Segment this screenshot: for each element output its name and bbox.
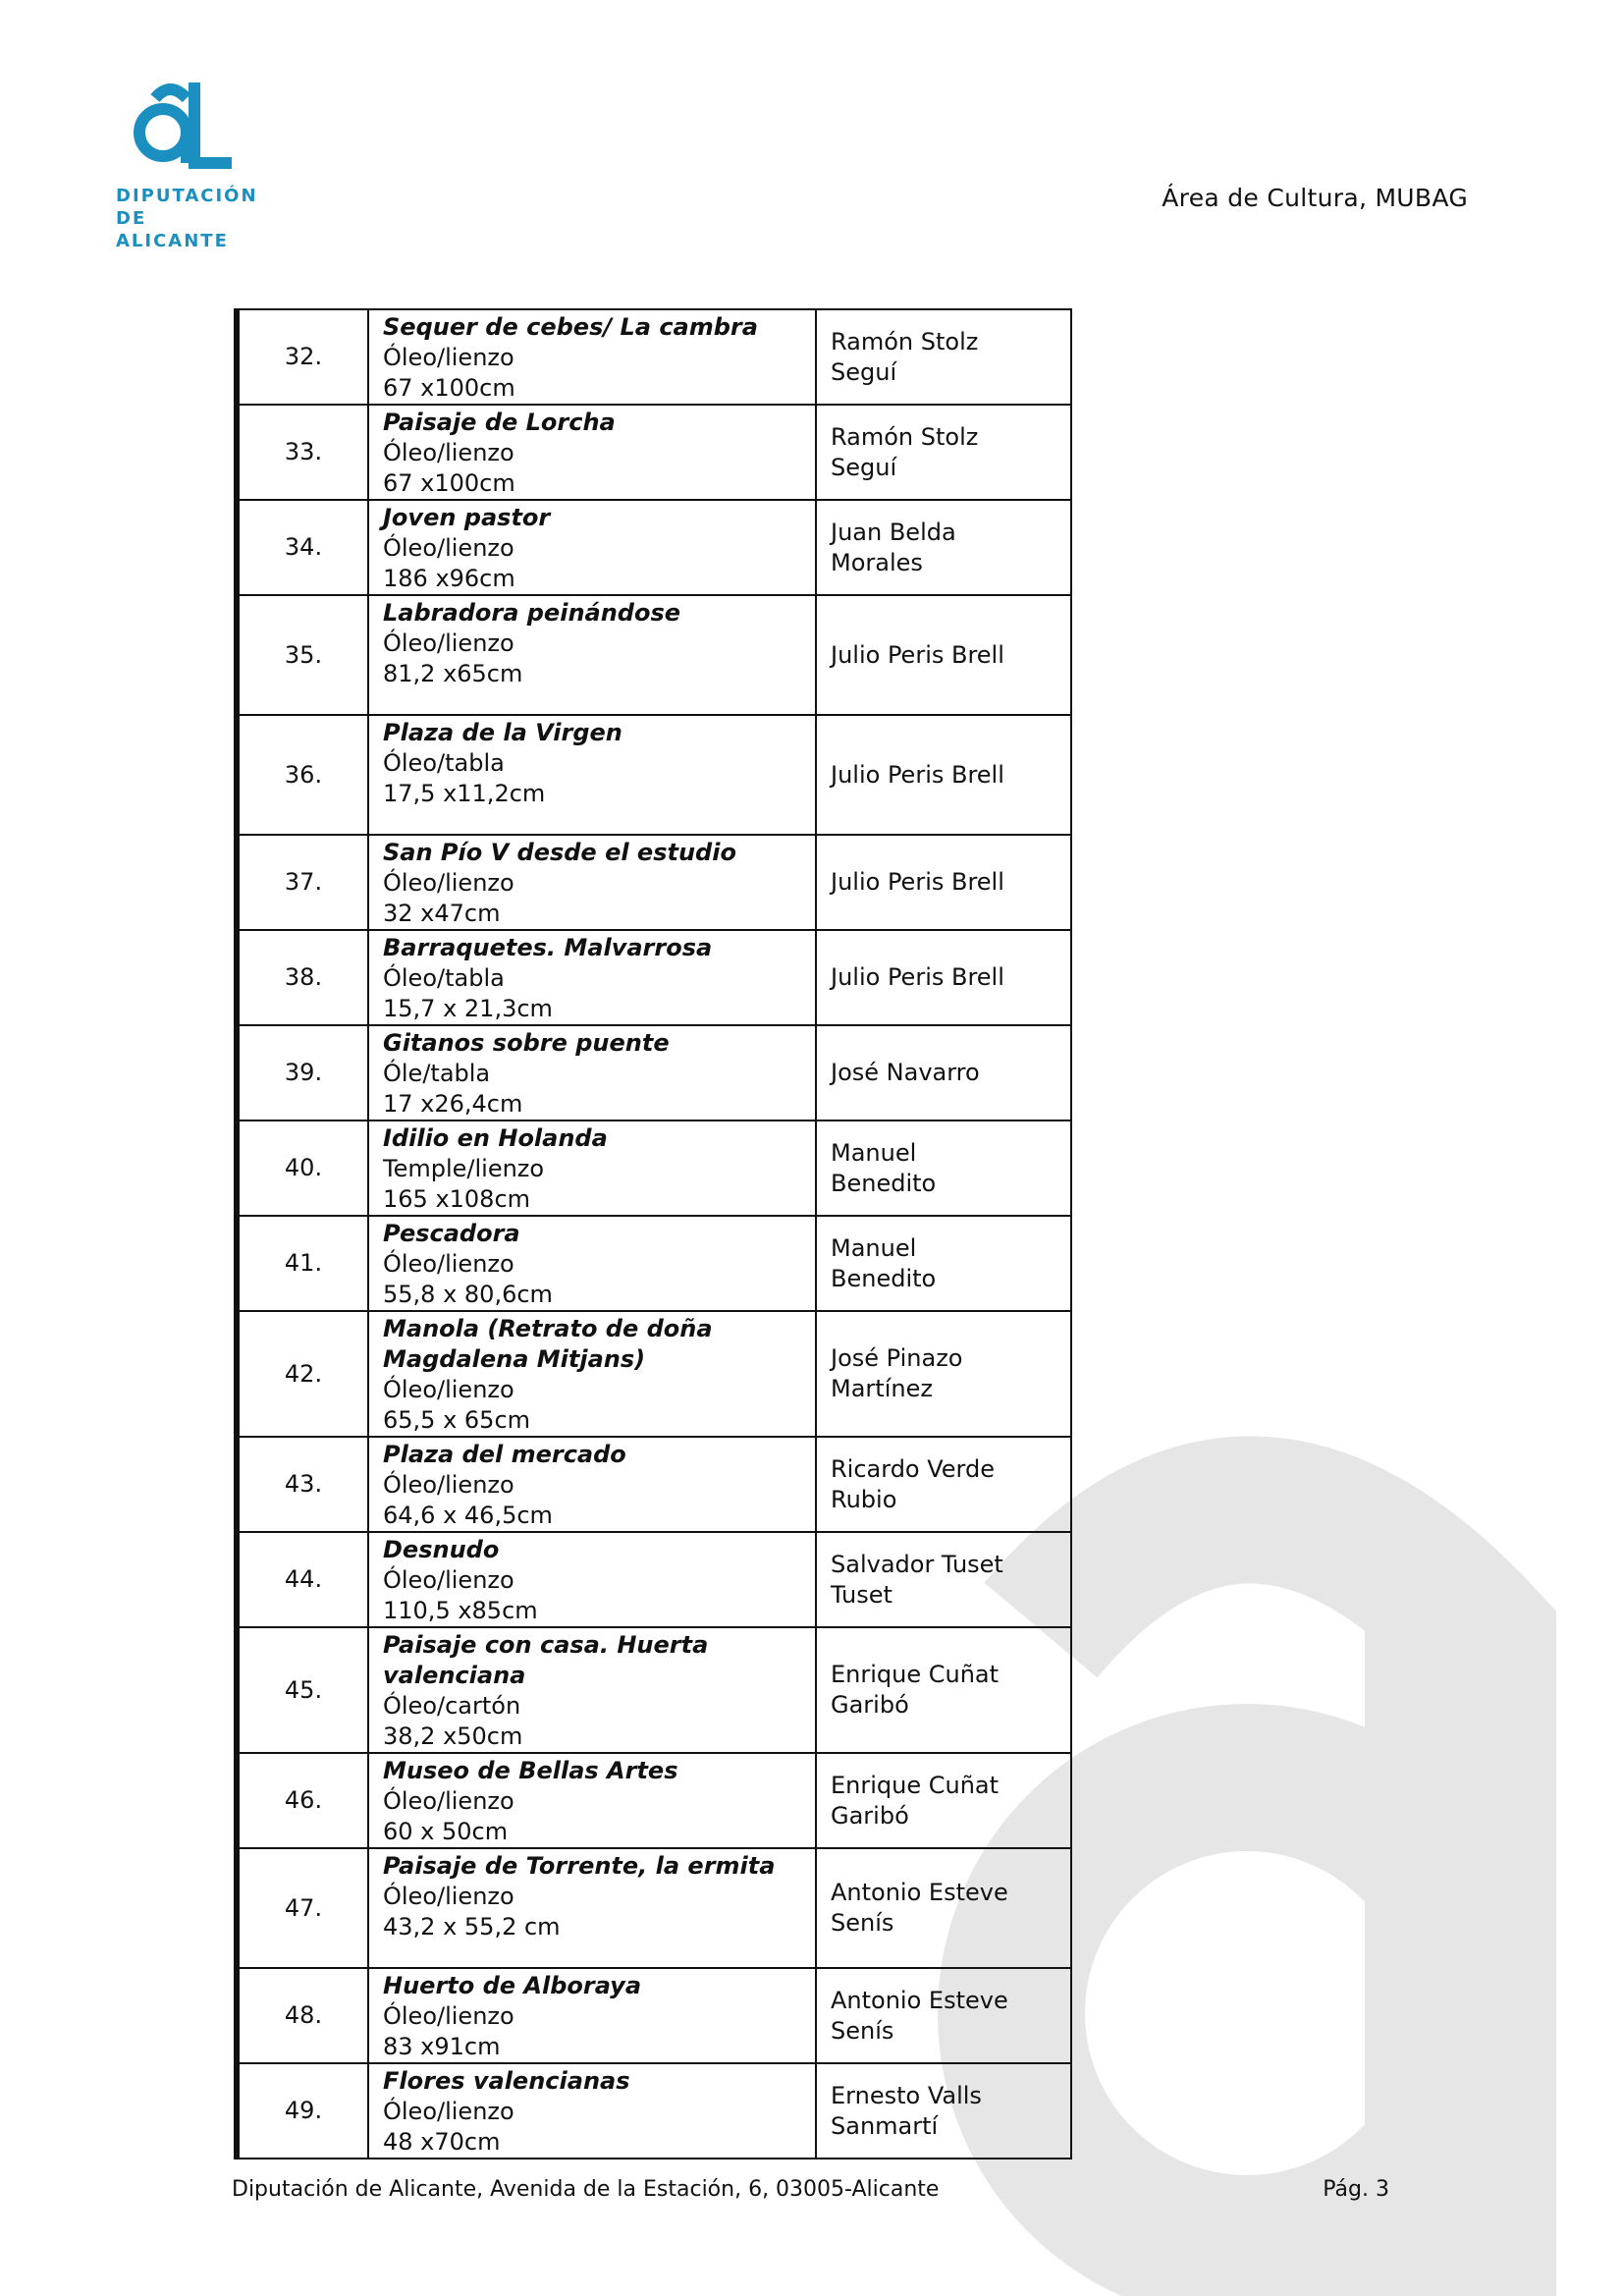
author-name: Antonio Esteve [831,1879,1008,1906]
artwork-cell [368,1025,816,1121]
author-cell [816,1121,1071,1216]
artwork-cell [368,930,816,1025]
table-row [237,835,1071,930]
table-row [237,309,1071,405]
artwork-title: Paisaje con casa. Huerta valenciana [383,1631,709,1689]
al-monogram-icon [116,79,234,177]
row-number: 37. [237,835,368,930]
author-cell [816,1532,1071,1627]
author-name: Antonio Esteve [831,1986,1008,2014]
author-cell [816,1216,1071,1311]
artwork-title: Barraquetes. Malvarrosa [383,934,713,961]
author-name: Tuset [831,1580,893,1609]
artwork-title: Desnudo [383,1536,500,1563]
author-name: Julio Peris Brell [831,760,1004,789]
artwork-title: Paisaje de Torrente, la ermita [383,1852,776,1880]
author-cell [816,835,1071,930]
row-number: 33. [237,405,368,500]
artwork-medium: Óleo/lienzo [383,1376,514,1403]
artwork-medium: Óle/tabla [383,1060,491,1087]
artwork-title: Joven pastor [383,504,551,531]
author-cell [816,1753,1071,1848]
author-cell [816,595,1071,715]
author-name: Sanmartí [831,2111,939,2140]
artwork-medium: Óleo/lienzo [383,439,514,466]
table-row [237,1311,1071,1437]
artwork-medium: Óleo/tabla [383,749,505,777]
author-name: Ramón Stolz [831,422,979,451]
author-cell [816,309,1071,405]
author-name: Salvador Tuset [831,1550,1003,1578]
artwork-cell [368,500,816,595]
artwork-cell [368,1532,816,1627]
author-name: Manuel [831,1138,917,1167]
author-name: Seguí [831,453,897,481]
artwork-size: 65,5 x 65cm [383,1406,531,1434]
artwork-size: 64,6 x 46,5cm [383,1502,553,1529]
artwork-cell [368,309,816,405]
artwork-size: 48 x70cm [383,2128,501,2156]
area-header: Área de Cultura, MUBAG [1162,184,1468,212]
row-number: 43. [237,1437,368,1532]
author-name: Ernesto Valls [831,2081,982,2109]
artwork-title: Plaza del mercado [383,1441,626,1468]
artwork-title: San Pío V desde el estudio [383,839,736,866]
logo-line-2: DE ALICANTE [116,208,229,251]
table-row [237,1216,1071,1311]
author-name: Julio Peris Brell [831,868,1004,896]
artwork-size: 43,2 x 55,2 cm [383,1913,561,1941]
author-name: Benedito [831,1264,937,1292]
artwork-size: 165 x108cm [383,1185,531,1213]
table-row [237,1627,1071,1753]
artwork-title: Manola (Retrato de doña Magdalena Mitjans) [383,1315,713,1373]
row-number: 40. [237,1121,368,1216]
author-name: Rubio [831,1485,897,1513]
author-name: Ramón Stolz [831,327,979,355]
author-cell [816,500,1071,595]
artwork-medium: Temple/lienzo [383,1155,545,1182]
artwork-size: 186 x96cm [383,565,515,592]
artwork-cell [368,1848,816,1968]
artwork-size: 17,5 x11,2cm [383,780,546,807]
author-name: Martínez [831,1375,933,1402]
artwork-medium: Óleo/lienzo [383,629,514,657]
artwork-title: Idilio en Holanda [383,1124,608,1152]
artwork-cell [368,1753,816,1848]
author-cell [816,930,1071,1025]
artwork-medium: Óleo/lienzo [383,1787,514,1815]
row-number: 38. [237,930,368,1025]
author-cell [816,2063,1071,2159]
author-name: Enrique Cuñat [831,1771,1000,1799]
artwork-medium: Óleo/lienzo [383,1471,514,1499]
artwork-size: 15,7 x 21,3cm [383,995,553,1022]
author-name: José Pinazo [831,1344,963,1372]
artwork-title: Sequer de cebes/ La cambra [383,313,758,341]
artwork-title: Plaza de la Virgen [383,719,622,746]
artwork-medium: Óleo/tabla [383,964,505,992]
artwork-cell [368,1437,816,1532]
table-row [237,930,1071,1025]
author-name: Benedito [831,1169,937,1197]
author-name: Senís [831,1909,894,1937]
artwork-size: 67 x100cm [383,469,515,497]
artwork-medium: Óleo/lienzo [383,1883,514,1910]
artwork-size: 67 x100cm [383,374,515,402]
row-number: 48. [237,1968,368,2063]
page-number: Pág. 3 [1323,2177,1389,2202]
row-number: 39. [237,1025,368,1121]
artwork-medium: Óleo/lienzo [383,1250,514,1278]
artwork-medium: Óleo/cartón [383,1692,521,1720]
author-name: Garibó [831,1691,909,1719]
artwork-cell [368,1216,816,1311]
row-number: 44. [237,1532,368,1627]
row-number: 47. [237,1848,368,1968]
author-name: Juan Belda [831,518,956,546]
row-number: 45. [237,1627,368,1753]
artwork-medium: Óleo/lienzo [383,1566,514,1594]
table-row [237,1437,1071,1532]
artwork-size: 60 x 50cm [383,1818,509,1845]
author-name: Senís [831,2016,894,2045]
artwork-title: Gitanos sobre puente [383,1029,670,1057]
row-number: 41. [237,1216,368,1311]
artwork-medium: Óleo/lienzo [383,2002,514,2030]
author-name: Julio Peris Brell [831,640,1004,669]
logo-line-1: DIPUTACIÓN [116,186,258,206]
author-name: Seguí [831,357,897,386]
diputacion-logo [116,79,263,252]
artwork-size: 55,8 x 80,6cm [383,1281,553,1308]
author-cell [816,1627,1071,1753]
artwork-cell [368,2063,816,2159]
table-row [237,1848,1071,1968]
table-row [237,500,1071,595]
author-name: Manuel [831,1233,917,1262]
row-number: 46. [237,1753,368,1848]
row-number: 34. [237,500,368,595]
artwork-size: 81,2 x65cm [383,660,523,687]
author-name: José Navarro [831,1059,980,1086]
author-cell [816,1437,1071,1532]
row-number: 42. [237,1311,368,1437]
artwork-size: 83 x91cm [383,2033,501,2060]
author-name: Morales [831,548,923,576]
row-number: 32. [237,309,368,405]
author-cell [816,1968,1071,2063]
artwork-medium: Óleo/lienzo [383,2098,514,2125]
author-cell [816,1025,1071,1121]
row-number: 36. [237,715,368,835]
table-row [237,2063,1071,2159]
row-number: 49. [237,2063,368,2159]
artwork-medium: Óleo/lienzo [383,869,514,897]
artwork-cell [368,1311,816,1437]
author-cell [816,715,1071,835]
table-row [237,1753,1071,1848]
table-row [237,1532,1071,1627]
table-row [237,405,1071,500]
artwork-medium: Óleo/lienzo [383,344,514,371]
artwork-cell [368,405,816,500]
artwork-size: 110,5 x85cm [383,1597,538,1624]
artwork-title: Pescadora [383,1220,520,1247]
artwork-title: Labradora peinándose [383,599,681,627]
artwork-size: 32 x47cm [383,900,501,927]
artwork-title: Museo de Bellas Artes [383,1757,678,1784]
table-row [237,715,1071,835]
table-row [237,1025,1071,1121]
artwork-cell [368,595,816,715]
artwork-size: 17 x26,4cm [383,1090,523,1118]
author-name: Enrique Cuñat [831,1661,1000,1688]
artwork-cell [368,835,816,930]
artwork-table [234,308,1072,2159]
artwork-cell [368,1627,816,1753]
author-name: Ricardo Verde [831,1454,996,1483]
author-cell [816,1311,1071,1437]
artwork-size: 38,2 x50cm [383,1722,523,1750]
artwork-title: Huerto de Alboraya [383,1972,642,1999]
artwork-cell [368,715,816,835]
artwork-cell [368,1121,816,1216]
author-cell [816,1848,1071,1968]
artwork-cell [368,1968,816,2063]
author-name: Garibó [831,1801,909,1830]
artwork-title: Paisaje de Lorcha [383,409,616,436]
author-cell [816,405,1071,500]
table-row [237,1968,1071,2063]
table-row [237,1121,1071,1216]
table-row [237,595,1071,715]
artwork-title: Flores valencianas [383,2067,630,2095]
row-number: 35. [237,595,368,715]
footer-address: Diputación de Alicante, Avenida de la Estación, 6, 03005-Alicante [232,2177,940,2202]
author-name: Julio Peris Brell [831,963,1004,991]
artwork-medium: Óleo/lienzo [383,534,514,562]
